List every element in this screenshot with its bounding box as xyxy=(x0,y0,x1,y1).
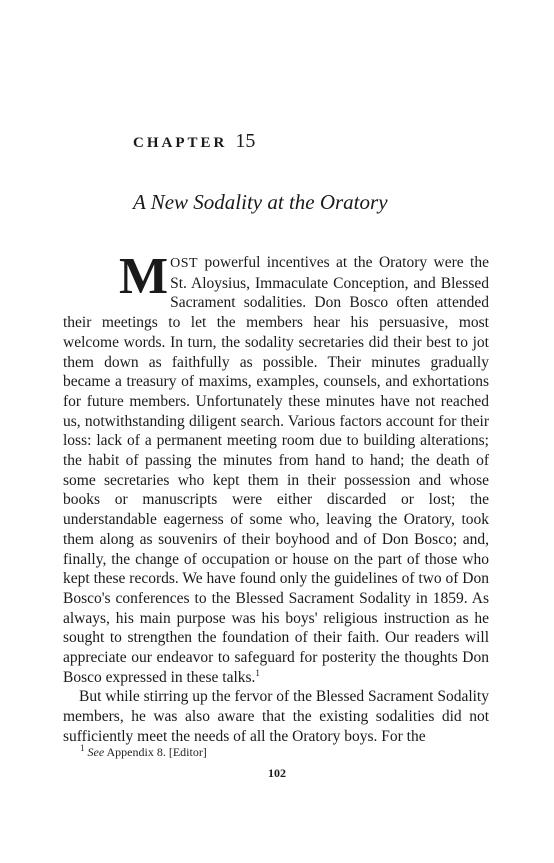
chapter-title: A New Sodality at the Oratory xyxy=(133,190,388,214)
footnote-marker: 1 xyxy=(80,743,85,753)
chapter-number: 15 xyxy=(235,130,256,152)
opening-smallcaps: OST xyxy=(170,256,199,271)
footnote-see: See xyxy=(87,745,105,759)
paragraph-1 xyxy=(63,248,489,687)
paragraph-2: But while stirring up the fervor of the Blessed Sacrament Sodality members, he was also aware that the existing sodalities did not sufficiently meet the needs of all the Oratory boys. For the xyxy=(63,688,489,745)
body-text xyxy=(63,248,489,747)
paragraph-1-text: powerful incentives at the Oratory were the St. Aloysius, Immaculate Conception, and Blessed Sacrament sodalities. Don Bosco often attended their meetings to let the members hear his persuasive, most welcome words. In turn, the sodality secretaries did their best to jot them down as faithfully as possible. Their minutes gradually became a treasury of maxims, examples, counsels, and exhortations for future members. Unfortunately these minutes have not reached us, notwithstanding diligent search. Various factors account for their loss: lack of a permanent meeting room due to building alterations; the habit of passing the minutes from hand to hand; the death of some secretaries who kept them in their possession and whose books or manuscripts were either discarded or lost; the understandable eagerness of some who, leaving the Oratory, took them along as souvenirs of their boyhood and of Don Bosco; and, finally, the change of occupation or house on the part of those who kept these records. We have found only the guidelines of two of Don Bosco's conferences to the Blessed Sacrament Sodality in 1859. As always, his main purpose was his boys' religious instruction as he sought to strengthen the foundation of their faith. Our readers will appreciate our endeavor to safeguard for posterity the thoughts Don Bosco expressed in these talks. xyxy=(63,254,489,686)
footnote xyxy=(80,745,207,760)
chapter-label: CHAPTER xyxy=(133,135,228,151)
chapter-heading xyxy=(133,130,255,153)
footnote-reference: 1 xyxy=(255,667,260,678)
footnote-text: Appendix 8. [Editor] xyxy=(104,745,207,759)
page-number: 102 xyxy=(268,766,286,780)
drop-cap: M xyxy=(119,248,169,305)
